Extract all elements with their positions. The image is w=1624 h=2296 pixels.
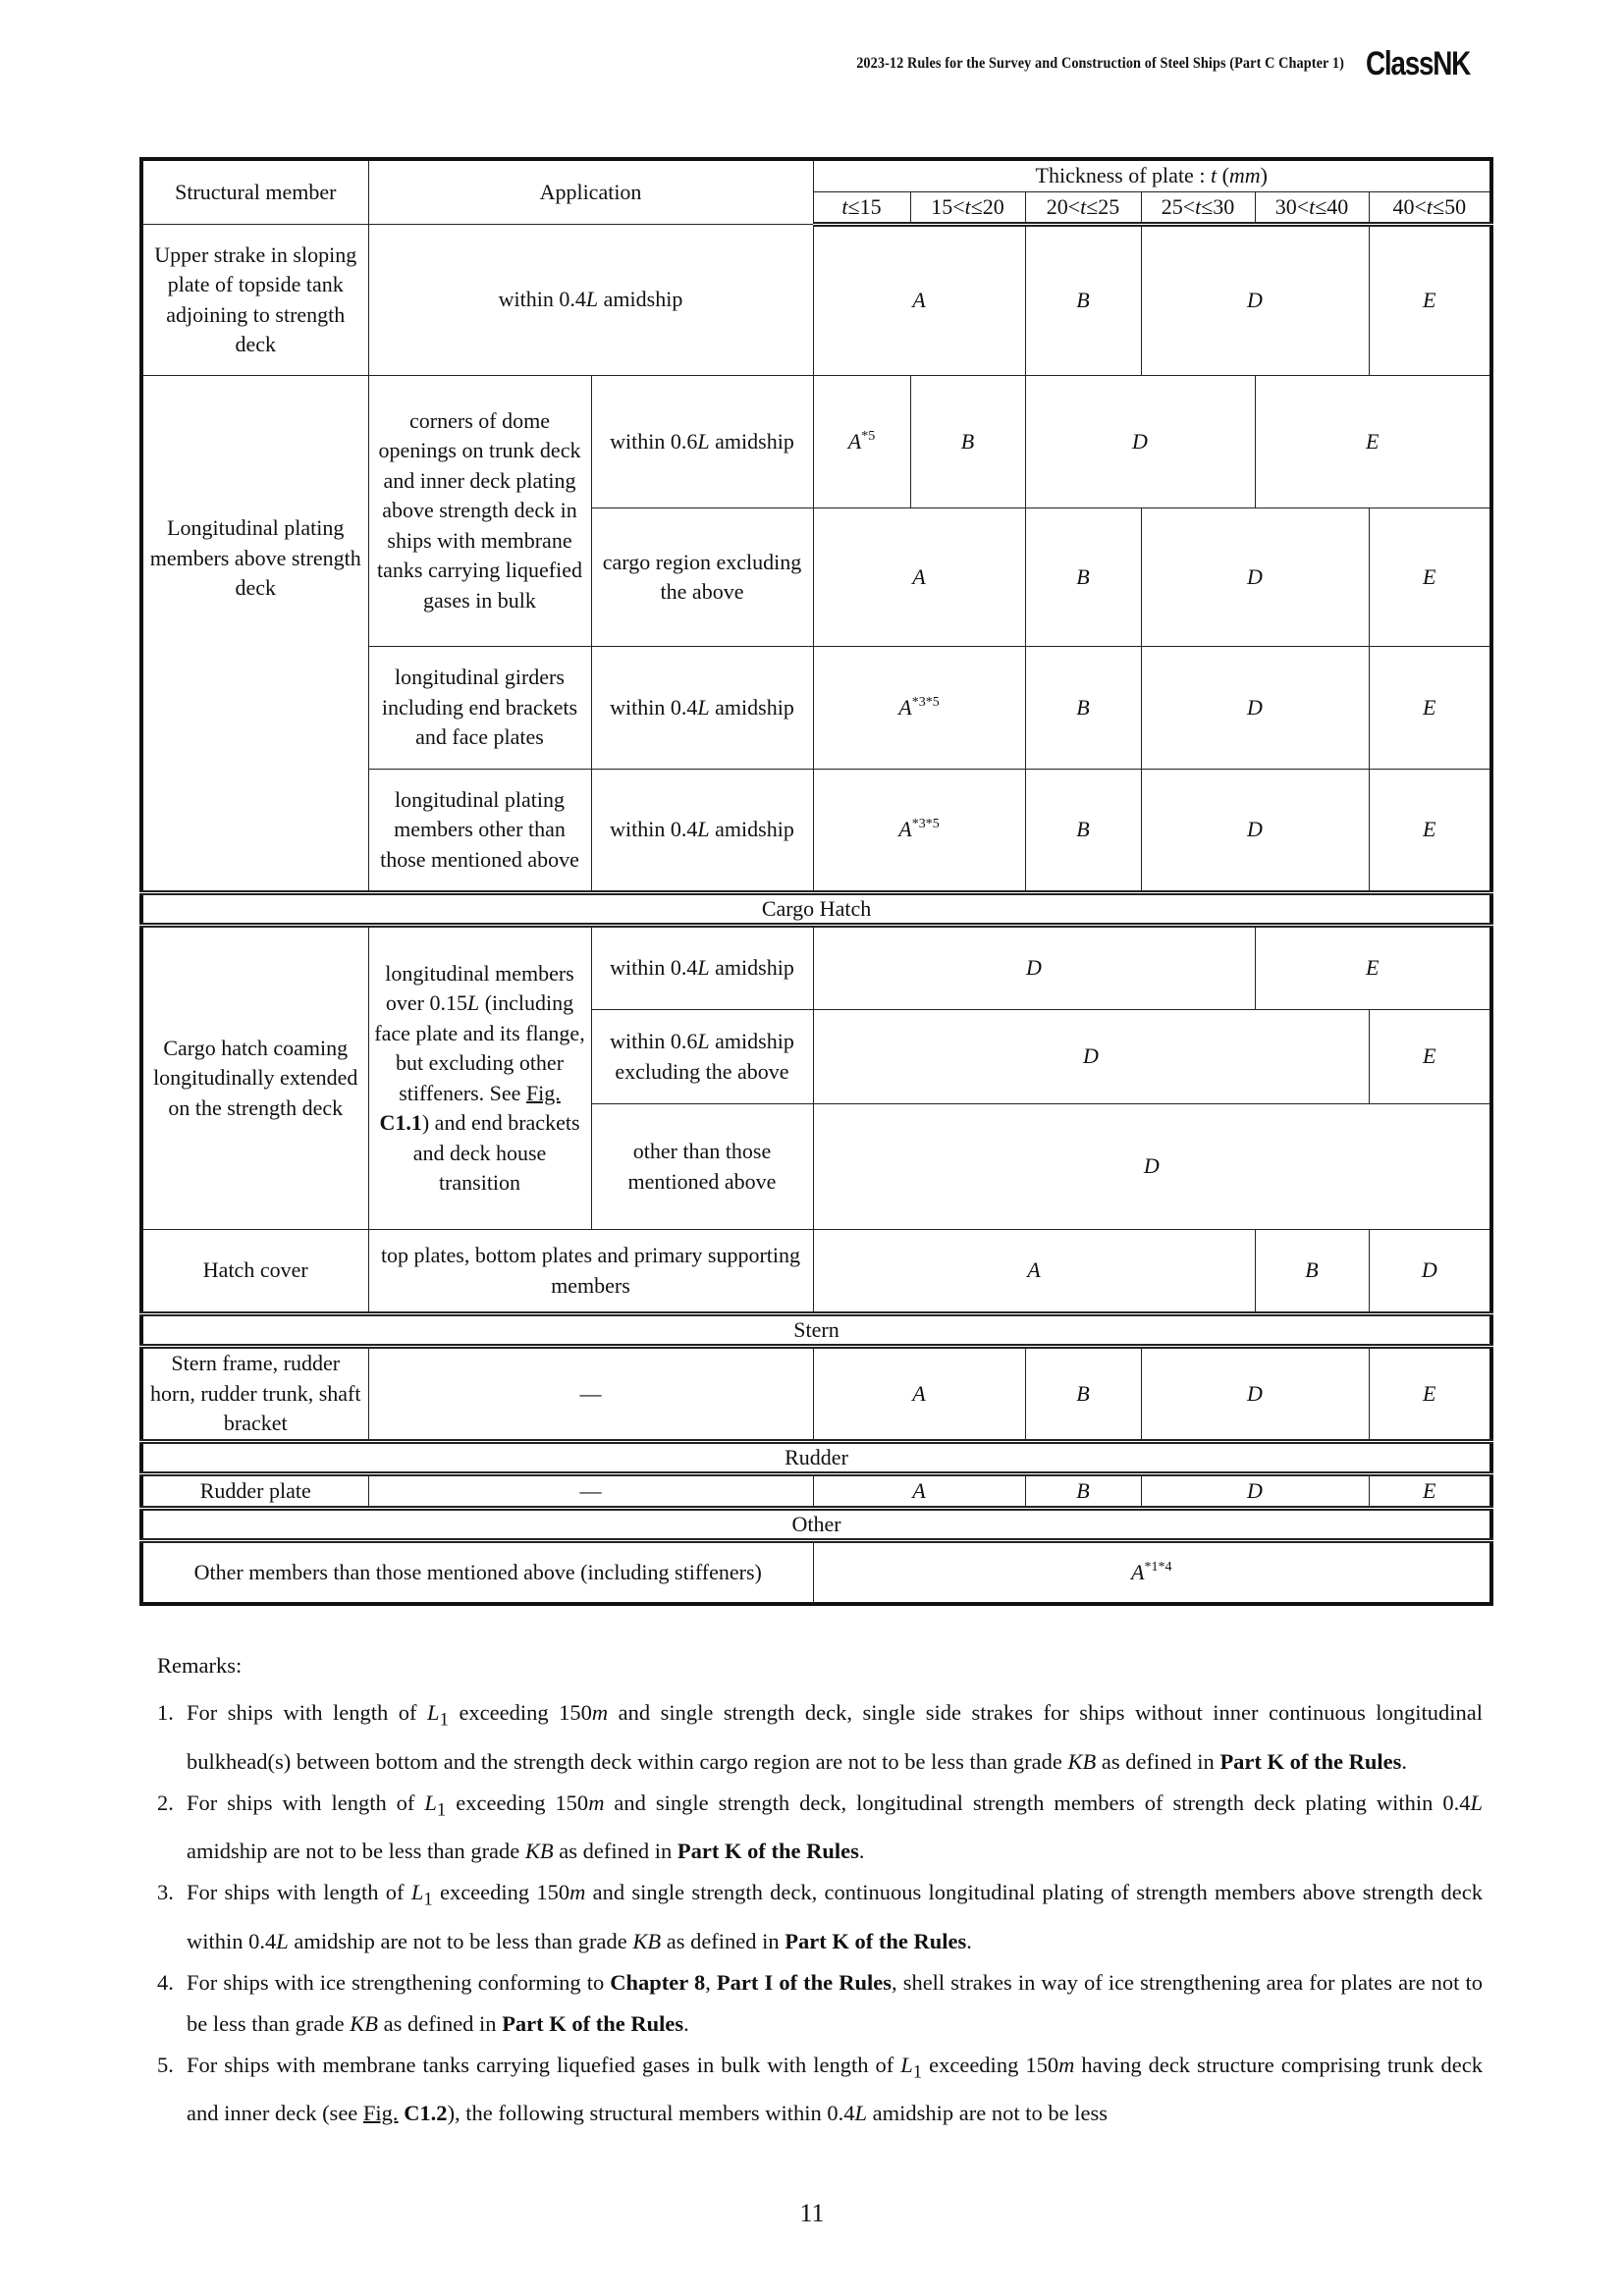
grade-cell: D [1025, 376, 1255, 508]
grade-cell: E [1369, 1347, 1491, 1442]
grade-cell: D [1141, 770, 1369, 893]
application-cell: corners of dome openings on trunk deck and inner deck plating above strength deck in ships with membrane tanks carrying liquefied gases in bulk [368, 376, 591, 647]
header-thickness: Thickness of plate : t (mm) [813, 159, 1491, 191]
grade-cell: B [1255, 1230, 1369, 1314]
document-title: 2023-12 Rules for the Survey and Construction of Steel Ships (Part C Chapter 1) [855, 55, 1344, 72]
grade-cell: D [813, 1104, 1491, 1230]
region-cell: cargo region excluding the above [591, 508, 813, 647]
section-row-rudder [141, 1441, 1491, 1473]
remark-item: 4. For ships with ice strengthening conforming to Chapter 8, Part I of the Rules, shell strakes in way of ice strengthening area for plates are not to be less than grade KB as defined in Part K of the Rules. [157, 1969, 1483, 2036]
section-row-stern [141, 1314, 1491, 1347]
thickness-range: 15<t≤20 [910, 191, 1025, 225]
header-structural-member: Structural member [141, 159, 368, 225]
grade-cell: B [1025, 1473, 1141, 1509]
grade-cell: E [1369, 225, 1491, 376]
table-row [141, 376, 1491, 508]
grade-cell: E [1369, 770, 1491, 893]
table-row [141, 1541, 1491, 1604]
grade-cell: E [1369, 1010, 1491, 1104]
thickness-range: t≤15 [813, 191, 910, 225]
remarks-title: Remarks: [157, 1653, 243, 1678]
table-row [141, 1230, 1491, 1314]
grade-cell: D [813, 1010, 1369, 1104]
remark-item: 1. For ships with length of $L_1$ exceeding 150m and single strength deck, single side strakes for ships without inner continuous longitudinal bulkhead(s) between bottom and the strength deck within cargo region are not to be less than grade KB as defined in Part K of the Rules. [157, 1700, 1483, 1774]
grade-cell: B [1025, 770, 1141, 893]
grade-cell: D [813, 926, 1255, 1010]
application-cell: longitudinal girders including end brackets and face plates [368, 647, 591, 770]
grade-cell: B [1025, 225, 1141, 376]
member-cell: Rudder plate [141, 1473, 368, 1509]
grade-cell: E [1255, 926, 1491, 1010]
table-row [141, 1473, 1491, 1509]
page-number: 11 [799, 2199, 825, 2227]
member-cell: Longitudinal plating members above strength deck [141, 376, 368, 893]
region-cell: within 0.4L amidship [591, 926, 813, 1010]
application-cell: longitudinal plating members other than those mentioned above [368, 770, 591, 893]
thickness-range: 30<t≤40 [1255, 191, 1369, 225]
remark-item: 5. For ships with membrane tanks carrying liquefied gases in bulk with length of $L_1$ exceeding 150m having deck structure comprising trunk deck and inner deck (see Fig. C1.2), the following structural members within 0.4L amidship are not to be less [157, 2052, 1484, 2125]
remarks-section [157, 1651, 1483, 2134]
grade-cell: A [813, 508, 1025, 647]
section-row-other [141, 1509, 1491, 1541]
remark-item: 2. For ships with length of $L_1$ exceeding 150m and single strength deck, longitudinal strength members of strength deck plating within 0.4L amidship are not to be less than grade KB as defined in Part K of the Rules. [157, 1789, 1483, 1863]
grade-cell: E [1369, 508, 1491, 647]
header-row-1 [141, 159, 1491, 191]
thickness-range: 40<t≤50 [1369, 191, 1491, 225]
grade-cell: $A^{*3*5}$ [813, 647, 1025, 770]
grade-cell: A [813, 225, 1025, 376]
member-cell: Hatch cover [141, 1230, 368, 1314]
section-row-cargo-hatch [141, 893, 1491, 926]
header-application: Application [368, 159, 813, 225]
grade-cell: D [1141, 225, 1369, 376]
grade-cell: A [813, 1473, 1025, 1509]
grade-cell: $A^{*1*4}$ [813, 1541, 1491, 1604]
figure-link[interactable]: Fig. [362, 2101, 399, 2125]
grade-cell: B [1025, 647, 1141, 770]
thickness-range: 20<t≤25 [1025, 191, 1141, 225]
grade-cell: D [1141, 508, 1369, 647]
section-title: Stern [141, 1314, 1491, 1347]
table-row [141, 926, 1491, 1010]
region-cell: within 0.4L amidship [591, 770, 813, 893]
grade-cell: D [1369, 1230, 1491, 1314]
table-row [141, 1347, 1491, 1442]
member-cell: Other members than those mentioned above (including stiffeners) [141, 1541, 813, 1604]
remark-item: 3. For ships with length of $L_1$ exceeding 150m and single strength deck, continuous longitudinal plating of strength members above strength deck within 0.4L amidship are not to be less than grade KB as defined in Part K of the Rules. [157, 1880, 1483, 1953]
member-cell: Upper strake in sloping plate of topside tank adjoining to strength deck [141, 225, 368, 376]
application-cell: longitudinal members over 0.15L (including face plate and its flange, but excluding other stiffeners. See Fig. C1.1) and end brackets and deck house transition [368, 926, 591, 1230]
grade-cell: D [1141, 1347, 1369, 1442]
region-cell: within 0.6L amidship excluding the above [591, 1010, 813, 1104]
grade-cell: B [1025, 1347, 1141, 1442]
thickness-range: 25<t≤30 [1141, 191, 1255, 225]
table-row [141, 225, 1491, 376]
section-title: Cargo Hatch [141, 893, 1491, 926]
grade-cell: D [1141, 647, 1369, 770]
grade-cell: $A^{*5}$ [813, 376, 910, 508]
section-title: Other [141, 1509, 1491, 1541]
steel-grade-table [139, 157, 1493, 1606]
application-cell: top plates, bottom plates and primary supporting members [368, 1230, 813, 1314]
classnk-logo: ClassNK [1365, 44, 1470, 82]
grade-cell: B [910, 376, 1025, 508]
grade-cell: E [1369, 1473, 1491, 1509]
region-cell: within 0.4L amidship [591, 647, 813, 770]
member-cell: Cargo hatch coaming longitudinally extended on the strength deck [141, 926, 368, 1230]
figure-link[interactable]: Fig. [525, 1080, 561, 1105]
application-cell: — [368, 1347, 813, 1442]
grade-cell: B [1025, 508, 1141, 647]
running-header [619, 39, 1502, 88]
grade-cell: $A^{*3*5}$ [813, 770, 1025, 893]
region-cell: within 0.6L amidship [591, 376, 813, 508]
region-cell: other than those mentioned above [591, 1104, 813, 1230]
grade-cell: D [1141, 1473, 1369, 1509]
grade-cell: E [1255, 376, 1491, 508]
application-cell: — [368, 1473, 813, 1509]
member-cell: Stern frame, rudder horn, rudder trunk, shaft bracket [141, 1347, 368, 1442]
grade-cell: E [1369, 647, 1491, 770]
grade-cell: A [813, 1230, 1255, 1314]
section-title: Rudder [141, 1441, 1491, 1473]
grade-cell: A [813, 1347, 1025, 1442]
application-cell: within 0.4L amidship [368, 225, 813, 376]
